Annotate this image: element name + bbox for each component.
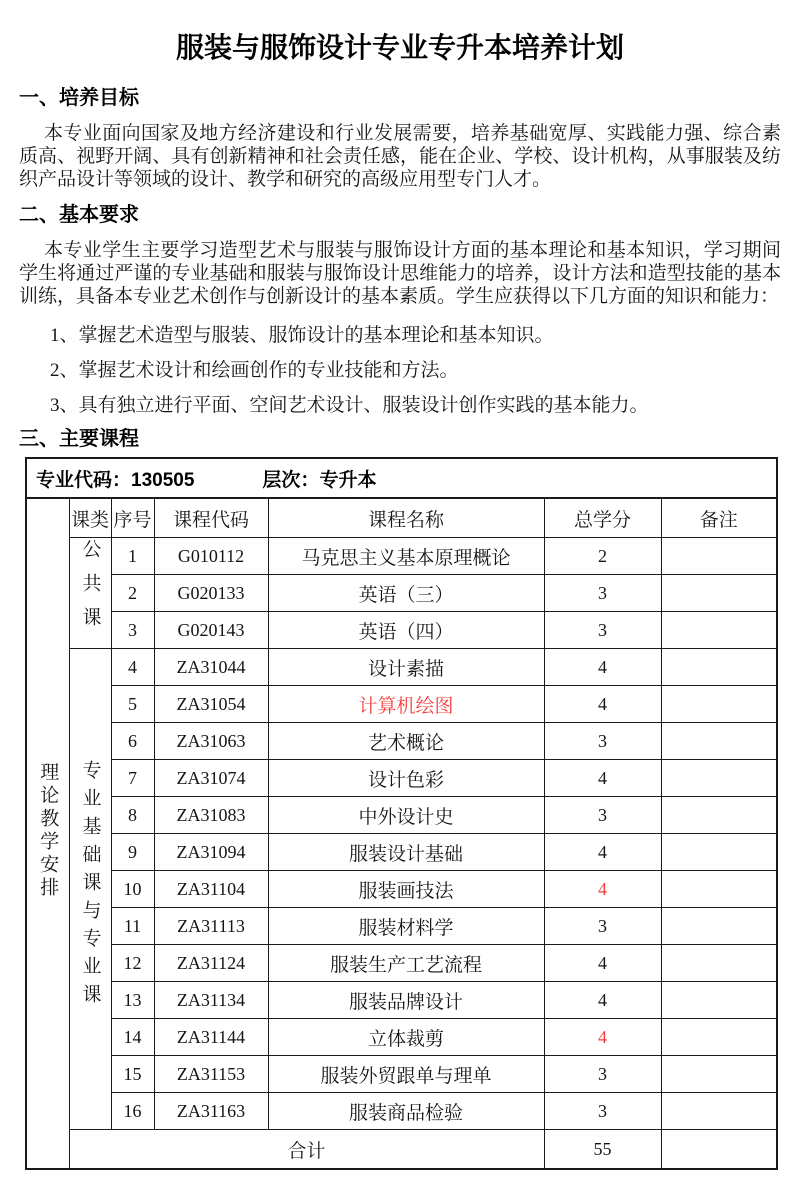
course-table-body — [26, 458, 777, 1169]
course-index: 6 — [111, 723, 154, 760]
course-name: 立体裁剪 — [268, 1019, 544, 1056]
course-code: ZA31144 — [154, 1019, 268, 1056]
course-row — [26, 945, 777, 982]
course-remark — [661, 686, 777, 723]
course-code: ZA31083 — [154, 797, 268, 834]
course-code: ZA31094 — [154, 834, 268, 871]
course-row — [26, 982, 777, 1019]
course-group-label: 公共课 — [79, 539, 101, 641]
section-heading-requirements: 二、基本要求 — [19, 204, 139, 226]
course-index: 7 — [111, 760, 154, 797]
goal-paragraph: 本专业面向国家及地方经济建设和行业发展需要，培养基础宽厚、实践能力强、综合素质高、视野开阔、具有创新精神和社会责任感，能在企业、学校、设计机构，从事服装及纺织产品设计等领域的设计、教学和研究的高级应用型专门人才。 — [19, 123, 781, 190]
course-code: ZA31054 — [154, 686, 268, 723]
course-name: 英语（四） — [268, 612, 544, 649]
col-header-index: 序号 — [111, 498, 154, 538]
course-code: ZA31153 — [154, 1056, 268, 1093]
left-axis-label: 理论教学安排 — [37, 761, 59, 900]
course-name: 服装外贸跟单与理单 — [268, 1056, 544, 1093]
total-remark — [661, 1130, 777, 1170]
level-label: 层次： — [262, 469, 320, 491]
course-name: 服装品牌设计 — [268, 982, 544, 1019]
course-group-cell — [69, 649, 111, 1130]
course-code: ZA31074 — [154, 760, 268, 797]
col-header-name: 课程名称 — [268, 498, 544, 538]
course-remark — [661, 871, 777, 908]
course-credits: 3 — [544, 797, 661, 834]
course-credits: 4 — [544, 649, 661, 686]
course-row — [26, 908, 777, 945]
major-code-value: 130505 — [131, 469, 195, 491]
course-index: 5 — [111, 686, 154, 723]
course-code: ZA31044 — [154, 649, 268, 686]
table-header-row — [26, 498, 777, 538]
course-index: 4 — [111, 649, 154, 686]
total-row — [26, 1130, 777, 1170]
course-remark — [661, 797, 777, 834]
course-code: ZA31063 — [154, 723, 268, 760]
col-header-remark: 备注 — [661, 498, 777, 538]
course-index: 14 — [111, 1019, 154, 1056]
requirements-list — [0, 324, 800, 417]
course-name: 服装生产工艺流程 — [268, 945, 544, 982]
course-credits: 3 — [544, 723, 661, 760]
course-remark — [661, 982, 777, 1019]
course-name: 中外设计史 — [268, 797, 544, 834]
course-index: 15 — [111, 1056, 154, 1093]
course-credits: 4 — [544, 760, 661, 797]
requirement-item-3: 3、具有独立进行平面、空间艺术设计、服装设计创作实践的基本能力。 — [50, 395, 649, 416]
course-code: ZA31124 — [154, 945, 268, 982]
course-name: 英语（三） — [268, 575, 544, 612]
course-name: 艺术概论 — [268, 723, 544, 760]
course-credits: 4 — [544, 945, 661, 982]
course-code: ZA31113 — [154, 908, 268, 945]
col-header-class: 课类 — [69, 498, 111, 538]
course-remark — [661, 1056, 777, 1093]
course-credits: 4 — [544, 871, 661, 908]
course-name: 马克思主义基本原理概论 — [268, 538, 544, 575]
section-heading-goal: 一、培养目标 — [19, 87, 139, 109]
course-credits: 3 — [544, 908, 661, 945]
requirement-item-2: 2、掌握艺术设计和绘画创作的专业技能和方法。 — [50, 360, 459, 381]
course-credits: 3 — [544, 1093, 661, 1130]
col-header-credits: 总学分 — [544, 498, 661, 538]
table-meta-row — [26, 458, 777, 498]
course-credits: 4 — [544, 834, 661, 871]
course-row — [26, 834, 777, 871]
course-row — [26, 1093, 777, 1130]
course-name: 设计素描 — [268, 649, 544, 686]
course-row — [26, 612, 777, 649]
course-remark — [661, 575, 777, 612]
course-code: G010112 — [154, 538, 268, 575]
course-name: 服装设计基础 — [268, 834, 544, 871]
course-remark — [661, 612, 777, 649]
course-credits: 3 — [544, 1056, 661, 1093]
course-remark — [661, 1093, 777, 1130]
course-code: ZA31134 — [154, 982, 268, 1019]
course-table — [25, 457, 778, 1170]
course-row — [26, 686, 777, 723]
course-row — [26, 1019, 777, 1056]
course-credits: 4 — [544, 1019, 661, 1056]
course-credits: 3 — [544, 612, 661, 649]
course-code: ZA31104 — [154, 871, 268, 908]
course-index: 13 — [111, 982, 154, 1019]
course-remark — [661, 834, 777, 871]
col-header-code: 课程代码 — [154, 498, 268, 538]
course-row — [26, 1056, 777, 1093]
course-name: 设计色彩 — [268, 760, 544, 797]
course-remark — [661, 1019, 777, 1056]
requirement-item-1: 1、掌握艺术造型与服装、服饰设计的基本理论和基本知识。 — [50, 325, 554, 346]
course-credits: 3 — [544, 575, 661, 612]
course-index: 8 — [111, 797, 154, 834]
course-remark — [661, 538, 777, 575]
course-name: 计算机绘图 — [268, 686, 544, 723]
course-row — [26, 797, 777, 834]
course-remark — [661, 945, 777, 982]
page-title: 服装与服饰设计专业专升本培养计划 — [175, 32, 624, 63]
section-heading-courses: 三、主要课程 — [19, 428, 139, 450]
course-code: G020143 — [154, 612, 268, 649]
course-row — [26, 760, 777, 797]
course-credits: 2 — [544, 538, 661, 575]
course-index: 11 — [111, 908, 154, 945]
course-index: 10 — [111, 871, 154, 908]
course-credits: 4 — [544, 686, 661, 723]
course-remark — [661, 649, 777, 686]
course-credits: 4 — [544, 982, 661, 1019]
course-row — [26, 649, 777, 686]
level-value: 专升本 — [319, 469, 377, 491]
course-row — [26, 575, 777, 612]
course-index: 12 — [111, 945, 154, 982]
course-index: 2 — [111, 575, 154, 612]
total-label: 合计 — [69, 1130, 544, 1170]
course-code: ZA31163 — [154, 1093, 268, 1130]
course-name: 服装画技法 — [268, 871, 544, 908]
course-group-label: 专业基础课与专业课 — [79, 760, 101, 1012]
requirements-paragraph: 本专业学生主要学习造型艺术与服装与服饰设计方面的基本理论和基本知识，学习期间学生将通过严谨的专业基础和服装与服饰设计思维能力的培养，设计方法和造型技能的基本训练，具备本专业艺术创作与创新设计的基本素质。学生应获得以下几方面的知识和能力： — [19, 240, 781, 307]
course-index: 9 — [111, 834, 154, 871]
course-row — [26, 538, 777, 575]
course-row — [26, 871, 777, 908]
left-axis-cell — [26, 498, 69, 1169]
course-name: 服装材料学 — [268, 908, 544, 945]
course-code: G020133 — [154, 575, 268, 612]
table-meta-cell — [26, 458, 777, 498]
course-remark — [661, 908, 777, 945]
course-index: 3 — [111, 612, 154, 649]
course-index: 1 — [111, 538, 154, 575]
course-remark — [661, 760, 777, 797]
course-row — [26, 723, 777, 760]
course-group-cell — [69, 538, 111, 649]
major-code-label: 专业代码： — [36, 469, 132, 491]
course-name: 服装商品检验 — [268, 1093, 544, 1130]
total-credits: 55 — [544, 1130, 661, 1170]
course-remark — [661, 723, 777, 760]
course-index: 16 — [111, 1093, 154, 1130]
